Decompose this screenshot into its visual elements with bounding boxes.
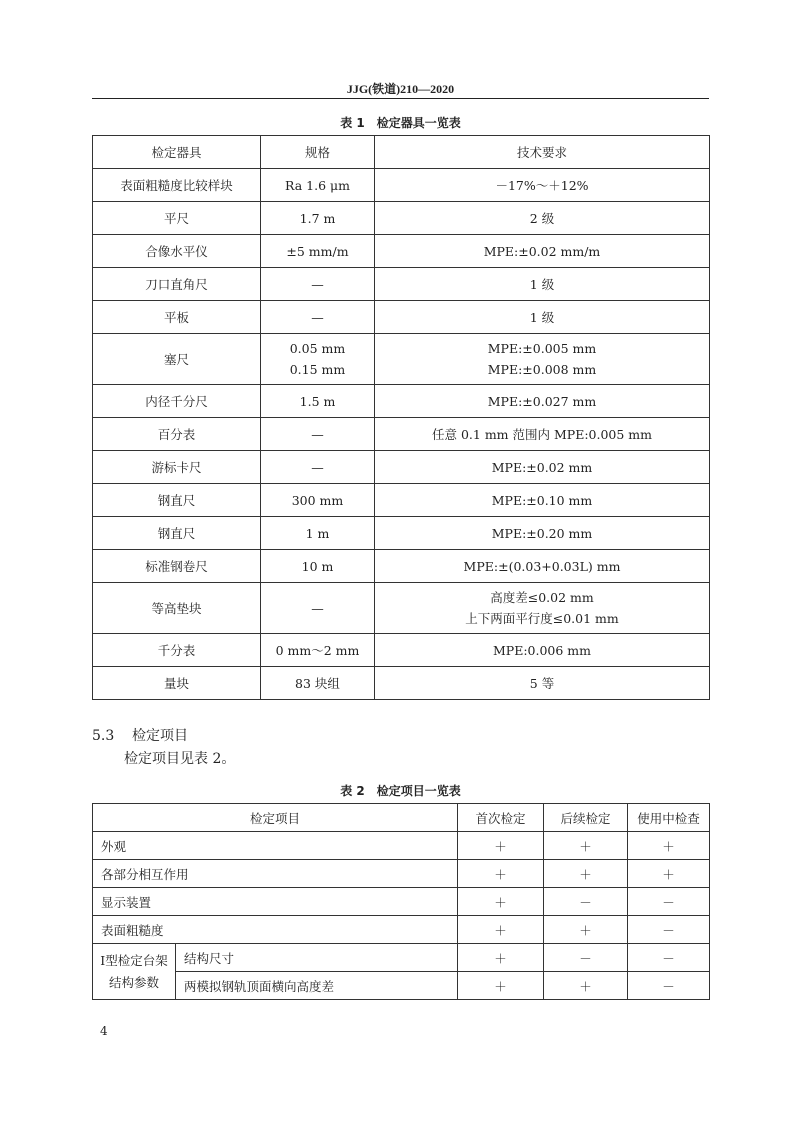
applicability-mark: ＋ bbox=[628, 832, 710, 860]
instrument-requirement bbox=[375, 268, 710, 301]
group-label: Ⅰ型检定台架结构参数 bbox=[93, 944, 176, 1000]
instrument-spec bbox=[261, 235, 375, 268]
applicability-mark: － bbox=[544, 944, 628, 972]
instrument-requirement-line: 1 级 bbox=[529, 277, 555, 292]
instrument-requirement-line: MPE:±0.008 mm bbox=[487, 362, 597, 377]
instrument-requirement bbox=[375, 169, 710, 202]
instrument-requirement bbox=[375, 334, 710, 385]
applicability-mark: ＋ bbox=[458, 888, 544, 916]
instrument-requirement-line: MPE:±0.10 mm bbox=[491, 492, 593, 508]
instrument-name: 合像水平仪 bbox=[93, 235, 261, 268]
applicability-mark: ＋ bbox=[458, 944, 544, 972]
instrument-spec-line: 10 m bbox=[301, 558, 334, 574]
table-row bbox=[93, 916, 710, 944]
verification-instruments-table bbox=[92, 135, 710, 700]
instrument-name: 等高垫块 bbox=[93, 583, 261, 634]
table-row bbox=[93, 550, 710, 583]
instrument-spec bbox=[261, 634, 375, 667]
instrument-spec bbox=[261, 334, 375, 385]
instrument-spec-line: 0 mm～2 mm bbox=[275, 643, 360, 658]
section-text: 检定项目见表 2。 bbox=[124, 751, 236, 767]
applicability-mark: － bbox=[628, 972, 710, 1000]
instrument-name: 量块 bbox=[93, 667, 261, 700]
applicability-mark: ＋ bbox=[628, 860, 710, 888]
table-row bbox=[93, 484, 710, 517]
instrument-name: 钢直尺 bbox=[93, 484, 261, 517]
table-row bbox=[93, 667, 710, 700]
instrument-spec bbox=[261, 268, 375, 301]
instrument-requirement bbox=[375, 634, 710, 667]
column-header: 使用中检查 bbox=[628, 804, 710, 832]
section-heading bbox=[92, 725, 188, 745]
instrument-name: 塞尺 bbox=[93, 334, 261, 385]
instrument-spec bbox=[261, 301, 375, 334]
instrument-requirement-line: 5 等 bbox=[529, 676, 555, 691]
applicability-mark: － bbox=[628, 916, 710, 944]
instrument-name: 平板 bbox=[93, 301, 261, 334]
instrument-requirement bbox=[375, 583, 710, 634]
instrument-spec-line: 300 mm bbox=[291, 492, 344, 508]
instrument-spec bbox=[261, 385, 375, 418]
item-name: 表面粗糙度 bbox=[93, 916, 458, 944]
instrument-spec bbox=[261, 418, 375, 451]
applicability-mark: ＋ bbox=[458, 860, 544, 888]
applicability-mark: ＋ bbox=[544, 916, 628, 944]
instrument-requirement-line: 1 级 bbox=[529, 310, 555, 325]
instrument-requirement-line: MPE:±(0.03+0.03L) mm bbox=[463, 558, 621, 574]
table-row bbox=[93, 972, 710, 1000]
instrument-name: 游标卡尺 bbox=[93, 451, 261, 484]
instrument-requirement-line: MPE:±0.02 mm/m bbox=[483, 243, 601, 259]
table1-caption: 表 1 检定器具一览表 bbox=[340, 116, 461, 130]
instrument-name: 刀口直角尺 bbox=[93, 268, 261, 301]
item-name: 结构尺寸 bbox=[176, 944, 458, 972]
instrument-name: 钢直尺 bbox=[93, 517, 261, 550]
table-row bbox=[93, 418, 710, 451]
table2-caption: 表 2 检定项目一览表 bbox=[340, 784, 461, 798]
instrument-spec bbox=[261, 550, 375, 583]
table-row bbox=[93, 385, 710, 418]
column-header: 规格 bbox=[261, 136, 375, 169]
table-row bbox=[93, 583, 710, 634]
table-row bbox=[93, 268, 710, 301]
instrument-requirement bbox=[375, 484, 710, 517]
instrument-requirement bbox=[375, 667, 710, 700]
header-divider bbox=[92, 98, 709, 99]
instrument-requirement bbox=[375, 418, 710, 451]
table-row bbox=[93, 517, 710, 550]
applicability-mark: ＋ bbox=[544, 832, 628, 860]
instrument-name: 平尺 bbox=[93, 202, 261, 235]
applicability-mark: ＋ bbox=[458, 832, 544, 860]
instrument-spec-line: — bbox=[311, 276, 324, 292]
instrument-requirement-line: 高度差≤0.02 mm bbox=[490, 590, 594, 605]
applicability-mark: ＋ bbox=[458, 972, 544, 1000]
table-row bbox=[93, 832, 710, 860]
table-row bbox=[93, 301, 710, 334]
instrument-requirement bbox=[375, 301, 710, 334]
instrument-spec bbox=[261, 583, 375, 634]
instrument-requirement-line: MPE:±0.005 mm bbox=[487, 341, 597, 356]
column-header: 技术要求 bbox=[375, 136, 710, 169]
item-name: 各部分相互作用 bbox=[93, 860, 458, 888]
applicability-mark: ＋ bbox=[458, 916, 544, 944]
column-header: 首次检定 bbox=[458, 804, 544, 832]
instrument-spec bbox=[261, 517, 375, 550]
item-name: 两模拟钢轨顶面横向高度差 bbox=[176, 972, 458, 1000]
instrument-requirement-line: 2 级 bbox=[529, 211, 555, 226]
instrument-requirement-line: MPE:0.006 mm bbox=[492, 642, 591, 658]
applicability-mark: － bbox=[628, 944, 710, 972]
instrument-spec bbox=[261, 451, 375, 484]
table-row bbox=[93, 451, 710, 484]
instrument-spec bbox=[261, 484, 375, 517]
table-row bbox=[93, 860, 710, 888]
instrument-requirement-line: －17%～＋12% bbox=[495, 178, 589, 193]
instrument-spec-line: 0.15 mm bbox=[289, 362, 346, 377]
instrument-spec bbox=[261, 667, 375, 700]
instrument-spec-line: 0.05 mm bbox=[289, 341, 346, 356]
instrument-name: 千分表 bbox=[93, 634, 261, 667]
instrument-requirement-line: MPE:±0.02 mm bbox=[491, 459, 593, 475]
instrument-requirement bbox=[375, 451, 710, 484]
instrument-name: 百分表 bbox=[93, 418, 261, 451]
instrument-spec-line: 1.7 m bbox=[299, 210, 336, 226]
instrument-spec-line: — bbox=[311, 426, 324, 442]
instrument-requirement-line: 任意 0.1 mm 范围内 MPE:0.005 mm bbox=[432, 427, 652, 442]
document-header: JJG(铁道)210—2020 bbox=[346, 82, 455, 96]
column-header: 检定项目 bbox=[93, 804, 458, 832]
section-number: 5.3 bbox=[92, 728, 115, 744]
instrument-spec-line: — bbox=[311, 459, 324, 475]
column-header: 后续检定 bbox=[544, 804, 628, 832]
table-row bbox=[93, 888, 710, 916]
instrument-requirement-line: 上下两面平行度≤0.01 mm bbox=[465, 611, 619, 626]
instrument-spec-line: 1.5 m bbox=[299, 393, 336, 409]
table-row bbox=[93, 235, 710, 268]
instrument-spec-line: 83 块组 bbox=[295, 676, 340, 691]
section-title: 检定项目 bbox=[132, 728, 188, 744]
item-name: 显示装置 bbox=[93, 888, 458, 916]
instrument-name: 表面粗糙度比较样块 bbox=[93, 169, 261, 202]
instrument-requirement bbox=[375, 550, 710, 583]
table-row bbox=[93, 944, 710, 972]
table-header-row bbox=[93, 804, 710, 832]
applicability-mark: ＋ bbox=[544, 860, 628, 888]
instrument-spec-line: Ra 1.6 μm bbox=[285, 177, 350, 193]
table-row bbox=[93, 202, 710, 235]
instrument-requirement bbox=[375, 385, 710, 418]
instrument-requirement-line: MPE:±0.027 mm bbox=[487, 393, 597, 409]
instrument-spec-line: — bbox=[311, 600, 324, 616]
instrument-spec-line: 1 m bbox=[305, 525, 330, 541]
column-header: 检定器具 bbox=[93, 136, 261, 169]
applicability-mark: － bbox=[544, 888, 628, 916]
instrument-name: 标准钢卷尺 bbox=[93, 550, 261, 583]
instrument-requirement bbox=[375, 235, 710, 268]
verification-items-table bbox=[92, 803, 710, 1000]
instrument-spec bbox=[261, 169, 375, 202]
applicability-mark: － bbox=[628, 888, 710, 916]
page-number: 4 bbox=[100, 1024, 108, 1038]
instrument-spec-line: ±5 mm/m bbox=[286, 243, 349, 259]
item-name: 外观 bbox=[93, 832, 458, 860]
table-row bbox=[93, 169, 710, 202]
instrument-spec-line: — bbox=[311, 309, 324, 325]
table-row bbox=[93, 334, 710, 385]
instrument-requirement bbox=[375, 202, 710, 235]
instrument-spec bbox=[261, 202, 375, 235]
instrument-requirement-line: MPE:±0.20 mm bbox=[491, 525, 593, 541]
table-row bbox=[93, 634, 710, 667]
instrument-name: 内径千分尺 bbox=[93, 385, 261, 418]
instrument-requirement bbox=[375, 517, 710, 550]
applicability-mark: ＋ bbox=[544, 972, 628, 1000]
table-header-row bbox=[93, 136, 710, 169]
